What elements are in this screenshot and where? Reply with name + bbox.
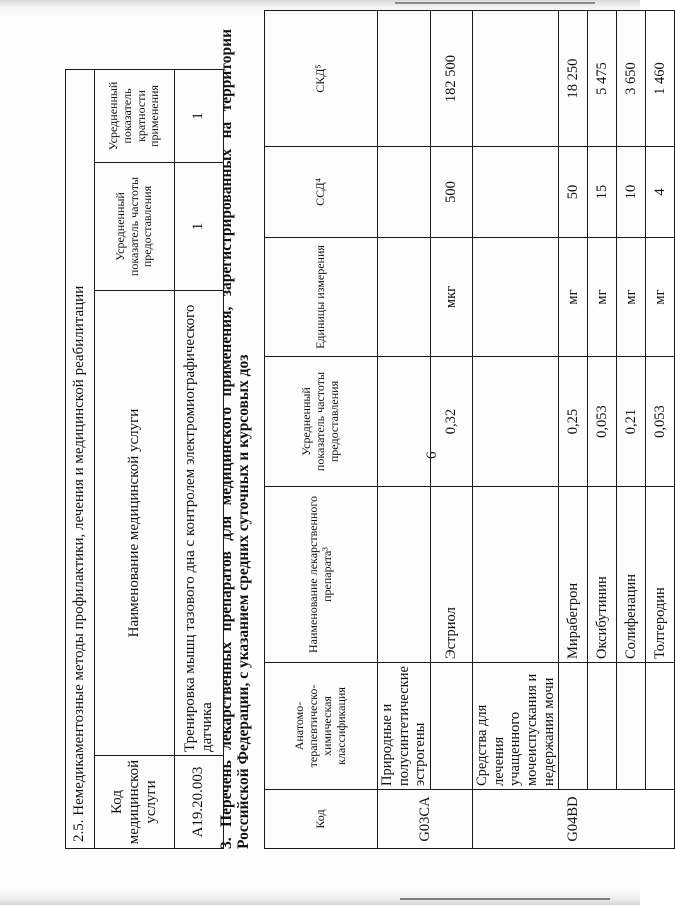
header-frequency: Усредненный показатель частоты предоставления xyxy=(95,163,175,291)
section-2-5-title: 2.5. Немедикаментозные методы профилактики, лечения и медицинской реабилитации xyxy=(66,70,95,849)
header-unit: Единицы измерения xyxy=(265,238,378,357)
drug-unit: мг xyxy=(559,238,588,357)
atc-code: G03CA xyxy=(378,790,473,849)
non-drug-methods-table xyxy=(65,69,224,849)
service-frequency: 1 xyxy=(175,163,224,291)
table-row xyxy=(431,11,473,849)
drug-name: Мирабегрон xyxy=(559,487,588,663)
empty-cell xyxy=(378,11,431,147)
atc-group-name: Природные и полусинтетические эстрогены xyxy=(378,663,431,790)
drug-frequency: 0,053 xyxy=(646,357,675,487)
table-header-row xyxy=(95,70,175,849)
table-row xyxy=(175,70,224,849)
header-service-code: Код медицинской услуги xyxy=(95,756,175,849)
drug-frequency: 0,32 xyxy=(431,357,473,487)
service-name: Тренировка мышц тазового дна с контролем электромиографического датчика xyxy=(175,291,224,756)
table-row xyxy=(559,11,588,849)
empty-cell xyxy=(559,663,588,790)
empty-cell xyxy=(473,238,559,357)
drug-skd: 182 500 xyxy=(431,11,473,147)
header-multiplicity: Усредненный показатель кратности применения xyxy=(95,70,175,163)
drug-frequency: 0,21 xyxy=(617,357,646,487)
page-number: 6 xyxy=(424,451,440,459)
drug-name: Солифенацин xyxy=(617,487,646,663)
empty-cell xyxy=(473,487,559,663)
drug-skd: 18 250 xyxy=(559,11,588,147)
table-row xyxy=(378,11,431,849)
drug-list-table xyxy=(264,10,675,849)
atc-group-name: Средства для лечения учащенного мочеиспускания и недержания мочи xyxy=(473,663,559,790)
empty-cell xyxy=(588,663,617,790)
table-row xyxy=(473,11,559,849)
service-code: A19.20.003 xyxy=(175,756,224,849)
empty-cell xyxy=(431,663,473,790)
drug-name: Толтеродин xyxy=(646,487,675,663)
empty-cell xyxy=(378,357,431,487)
empty-cell xyxy=(378,238,431,357)
section-3-title: 3. Перечень лекарственных препаратов для медицинского применения, зарегистрированных на территории Российской Федерации, с указанием средних суточных и курсовых доз xyxy=(218,29,252,849)
drug-ssd: 4 xyxy=(646,147,675,238)
header-service-name: Наименование медицинской услуги xyxy=(95,291,175,756)
empty-cell xyxy=(378,487,431,663)
table-section-row xyxy=(66,70,95,849)
drug-skd: 1 460 xyxy=(646,11,675,147)
service-multiplicity: 1 xyxy=(175,70,224,163)
header-drug-name: Наименование лекарственного препарата³ xyxy=(265,487,378,663)
header-atc: Анатомо-терапевтическо-химическая классификация xyxy=(265,663,378,790)
header-ssd: ССД⁴ xyxy=(265,147,378,238)
table-header-row xyxy=(265,11,378,849)
header-skd: СКД⁵ xyxy=(265,11,378,147)
drug-unit: мг xyxy=(646,238,675,357)
drug-frequency: 0,25 xyxy=(559,357,588,487)
table-row xyxy=(588,11,617,849)
empty-cell xyxy=(378,147,431,238)
drug-unit: мг xyxy=(617,238,646,357)
header-code: Код xyxy=(265,790,378,849)
empty-cell xyxy=(473,147,559,238)
empty-cell xyxy=(473,11,559,147)
empty-cell xyxy=(646,663,675,790)
drug-ssd: 15 xyxy=(588,147,617,238)
drug-ssd: 50 xyxy=(559,147,588,238)
drug-frequency: 0,053 xyxy=(588,357,617,487)
drug-skd: 5 475 xyxy=(588,11,617,147)
table-row xyxy=(617,11,646,849)
drug-skd: 3 650 xyxy=(617,11,646,147)
drug-ssd: 500 xyxy=(431,147,473,238)
empty-cell xyxy=(617,663,646,790)
drug-unit: мкг xyxy=(431,238,473,357)
drug-ssd: 10 xyxy=(617,147,646,238)
drug-name: Оксибутинин xyxy=(588,487,617,663)
atc-code: G04BD xyxy=(473,790,675,849)
drug-name: Эстриол xyxy=(431,487,473,663)
header-frequency: Усредненный показатель частоты предоставления xyxy=(265,357,378,487)
table-row xyxy=(646,11,675,849)
empty-cell xyxy=(473,357,559,487)
drug-unit: мг xyxy=(588,238,617,357)
